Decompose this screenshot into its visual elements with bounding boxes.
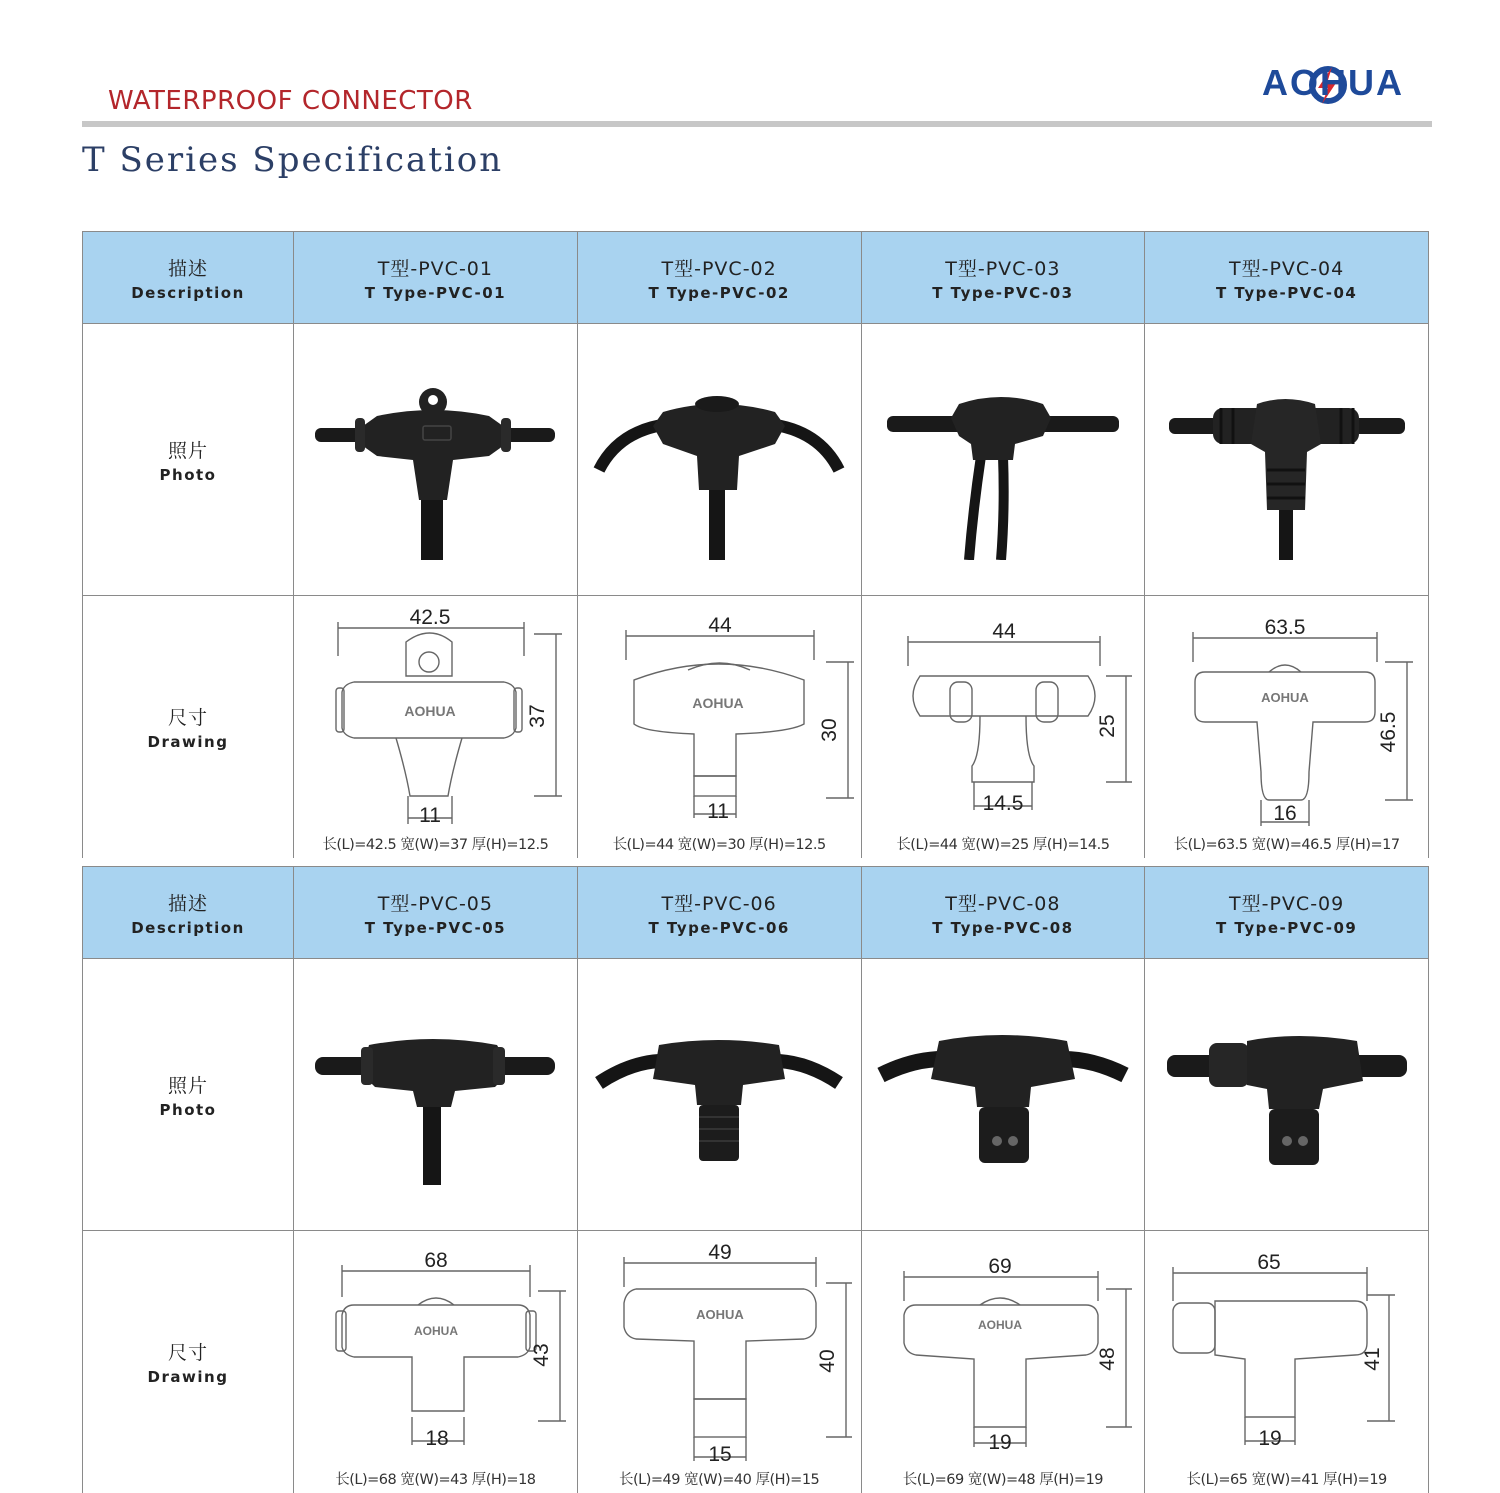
- photo-cell: [861, 324, 1145, 596]
- drawing-cell: [577, 1231, 861, 1493]
- base-dimension: 11: [419, 804, 441, 827]
- base-dimension: 16: [1273, 802, 1297, 825]
- drawing-cell: [861, 596, 1145, 858]
- description-label-cn: 描述: [167, 892, 208, 915]
- model-header-cell: [577, 867, 861, 959]
- height-dimension: 25: [1095, 714, 1119, 738]
- model-name-en: T Type-PVC-05: [364, 918, 507, 937]
- model-header-cell: [294, 867, 578, 959]
- technical-drawing-pvc06: [578, 1231, 862, 1493]
- model-name-en: T Type-PVC-06: [648, 918, 790, 937]
- model-name-cn: T型-PVC-01: [377, 257, 493, 280]
- height-dimension: 40: [815, 1349, 839, 1373]
- model-header-cell: [577, 232, 861, 324]
- drawing-logo-label: AOHUA: [692, 695, 744, 711]
- technical-drawing-pvc02: [578, 596, 862, 858]
- model-name-en: T Type-PVC-02: [648, 283, 790, 302]
- drawing-cell: [577, 596, 861, 858]
- drawing-label-cell: [83, 1231, 294, 1493]
- photo-label-en: Photo: [159, 1100, 217, 1119]
- connector-photo-pvc01: [305, 360, 565, 560]
- model-header-cell: [294, 232, 578, 324]
- technical-drawing-pvc01: [294, 596, 578, 858]
- photo-cell: [1145, 324, 1429, 596]
- model-name-en: T Type-PVC-03: [932, 283, 1074, 302]
- description-label-cn: 描述: [167, 257, 208, 280]
- photo-cell: [1145, 959, 1429, 1231]
- model-name-cn: T型-PVC-05: [377, 892, 493, 915]
- drawing-logo-label: AOHUA: [977, 1318, 1022, 1332]
- model-name-en: T Type-PVC-04: [1215, 283, 1358, 302]
- length-dimension: 44: [991, 620, 1016, 643]
- dimension-summary: 长(L)=65 宽(W)=41 厚(H)=19: [1186, 1471, 1387, 1488]
- base-dimension: 14.5: [982, 792, 1023, 815]
- base-dimension: 19: [1258, 1427, 1282, 1450]
- description-row: [83, 867, 1429, 959]
- dimension-summary: 长(L)=68 宽(W)=43 厚(H)=18: [335, 1471, 536, 1488]
- photo-row: [83, 324, 1429, 596]
- technical-drawing-pvc05: [294, 1231, 578, 1493]
- model-name-en: T Type-PVC-01: [364, 283, 507, 302]
- dimension-summary: 长(L)=49 宽(W)=40 厚(H)=15: [618, 1471, 820, 1488]
- spec-table-2: [82, 866, 1429, 1493]
- connector-photo-pvc05: [305, 995, 565, 1195]
- drawing-cell: [1145, 1231, 1429, 1493]
- drawing-row: [83, 596, 1429, 858]
- connector-photo-pvc03: [873, 360, 1133, 560]
- photo-cell: [294, 959, 578, 1231]
- dimension-summary: 长(L)=42.5 宽(W)=37 厚(H)=12.5: [322, 836, 549, 853]
- model-header-cell: [861, 232, 1145, 324]
- model-name-cn: T型-PVC-04: [1229, 257, 1345, 280]
- photo-label-en: Photo: [159, 465, 217, 484]
- length-dimension: 68: [424, 1249, 448, 1272]
- model-name-cn: T型-PVC-06: [661, 892, 777, 915]
- technical-drawing-pvc09: [1145, 1231, 1429, 1493]
- photo-cell: [577, 324, 861, 596]
- length-dimension: 49: [708, 1241, 732, 1264]
- drawing-logo-label: AOHUA: [404, 703, 456, 719]
- photo-label-cn: 照片: [167, 1074, 208, 1097]
- photo-cell: [294, 324, 578, 596]
- page-header: [0, 0, 1500, 230]
- drawing-cell: [861, 1231, 1145, 1493]
- height-dimension: 37: [526, 704, 549, 728]
- height-dimension: 30: [817, 718, 841, 742]
- photo-cell: [577, 959, 861, 1231]
- model-header-cell: [1145, 867, 1429, 959]
- model-name-cn: T型-PVC-09: [1229, 892, 1345, 915]
- drawing-label-cell: [83, 596, 294, 858]
- model-name-cn: T型-PVC-03: [945, 257, 1061, 280]
- drawing-label-cn: 尺寸: [167, 1341, 208, 1364]
- logo-text: [1262, 62, 1404, 104]
- base-dimension: 19: [987, 1431, 1012, 1454]
- height-dimension: 43: [530, 1343, 553, 1367]
- length-dimension: 44: [708, 614, 732, 637]
- description-label-en: Description: [131, 918, 245, 937]
- drawing-logo-label: AOHUA: [1261, 690, 1310, 705]
- connector-photo-pvc08: [873, 995, 1133, 1195]
- model-name-en: T Type-PVC-09: [1215, 918, 1358, 937]
- technical-drawing-pvc04: [1145, 596, 1429, 858]
- connector-photo-pvc04: [1157, 360, 1417, 560]
- height-dimension: 41: [1361, 1347, 1385, 1371]
- dimension-summary: 长(L)=44 宽(W)=30 厚(H)=12.5: [612, 836, 826, 853]
- model-name-cn: T型-PVC-02: [661, 257, 777, 280]
- photo-label-cn: 照片: [167, 439, 208, 462]
- model-name-cn: T型-PVC-08: [945, 892, 1061, 915]
- photo-label-cell: [83, 959, 294, 1231]
- drawing-cell: [1145, 596, 1429, 858]
- length-dimension: 65: [1257, 1251, 1281, 1274]
- connector-photo-pvc06: [589, 995, 849, 1195]
- dimension-summary: 长(L)=63.5 宽(W)=46.5 厚(H)=17: [1173, 836, 1400, 853]
- drawing-cell: [294, 1231, 578, 1493]
- length-dimension: 69: [987, 1255, 1012, 1278]
- drawing-logo-label: AOHUA: [695, 1307, 744, 1322]
- base-dimension: 11: [706, 800, 729, 823]
- length-dimension: 63.5: [1264, 616, 1306, 639]
- dimension-summary: 长(L)=69 宽(W)=48 厚(H)=19: [902, 1471, 1104, 1488]
- page-title: T Series Specification: [82, 140, 504, 180]
- drawing-label-en: Drawing: [147, 732, 229, 751]
- drawing-label-en: Drawing: [147, 1367, 229, 1386]
- length-dimension: 42.5: [409, 606, 451, 629]
- drawing-cell: [294, 596, 578, 858]
- description-label-cell: [83, 232, 294, 324]
- model-header-cell: [861, 867, 1145, 959]
- drawing-logo-label: AOHUA: [414, 1324, 458, 1338]
- description-row: [83, 232, 1429, 324]
- logo-wordmark: AOHUA: [1262, 62, 1404, 103]
- photo-cell: [861, 959, 1145, 1231]
- connector-photo-pvc02: [589, 360, 849, 560]
- height-dimension: 48: [1095, 1347, 1119, 1371]
- photo-label-cell: [83, 324, 294, 596]
- height-dimension: 46.5: [1377, 711, 1401, 753]
- model-header-cell: [1145, 232, 1429, 324]
- drawing-label-cn: 尺寸: [167, 706, 208, 729]
- header-rule: [82, 121, 1432, 127]
- base-dimension: 18: [425, 1427, 449, 1450]
- brand-title: WATERPROOF CONNECTOR: [108, 86, 473, 116]
- technical-drawing-pvc08: [862, 1231, 1146, 1493]
- model-name-en: T Type-PVC-08: [932, 918, 1074, 937]
- base-dimension: 15: [708, 1443, 732, 1466]
- drawing-row: [83, 1231, 1429, 1493]
- description-label-cell: [83, 867, 294, 959]
- description-label-en: Description: [131, 283, 245, 302]
- dimension-summary: 长(L)=44 宽(W)=25 厚(H)=14.5: [896, 836, 1110, 853]
- connector-photo-pvc09: [1157, 995, 1417, 1195]
- photo-row: [83, 959, 1429, 1231]
- spec-table-1: [82, 231, 1429, 858]
- technical-drawing-pvc03: [862, 596, 1146, 858]
